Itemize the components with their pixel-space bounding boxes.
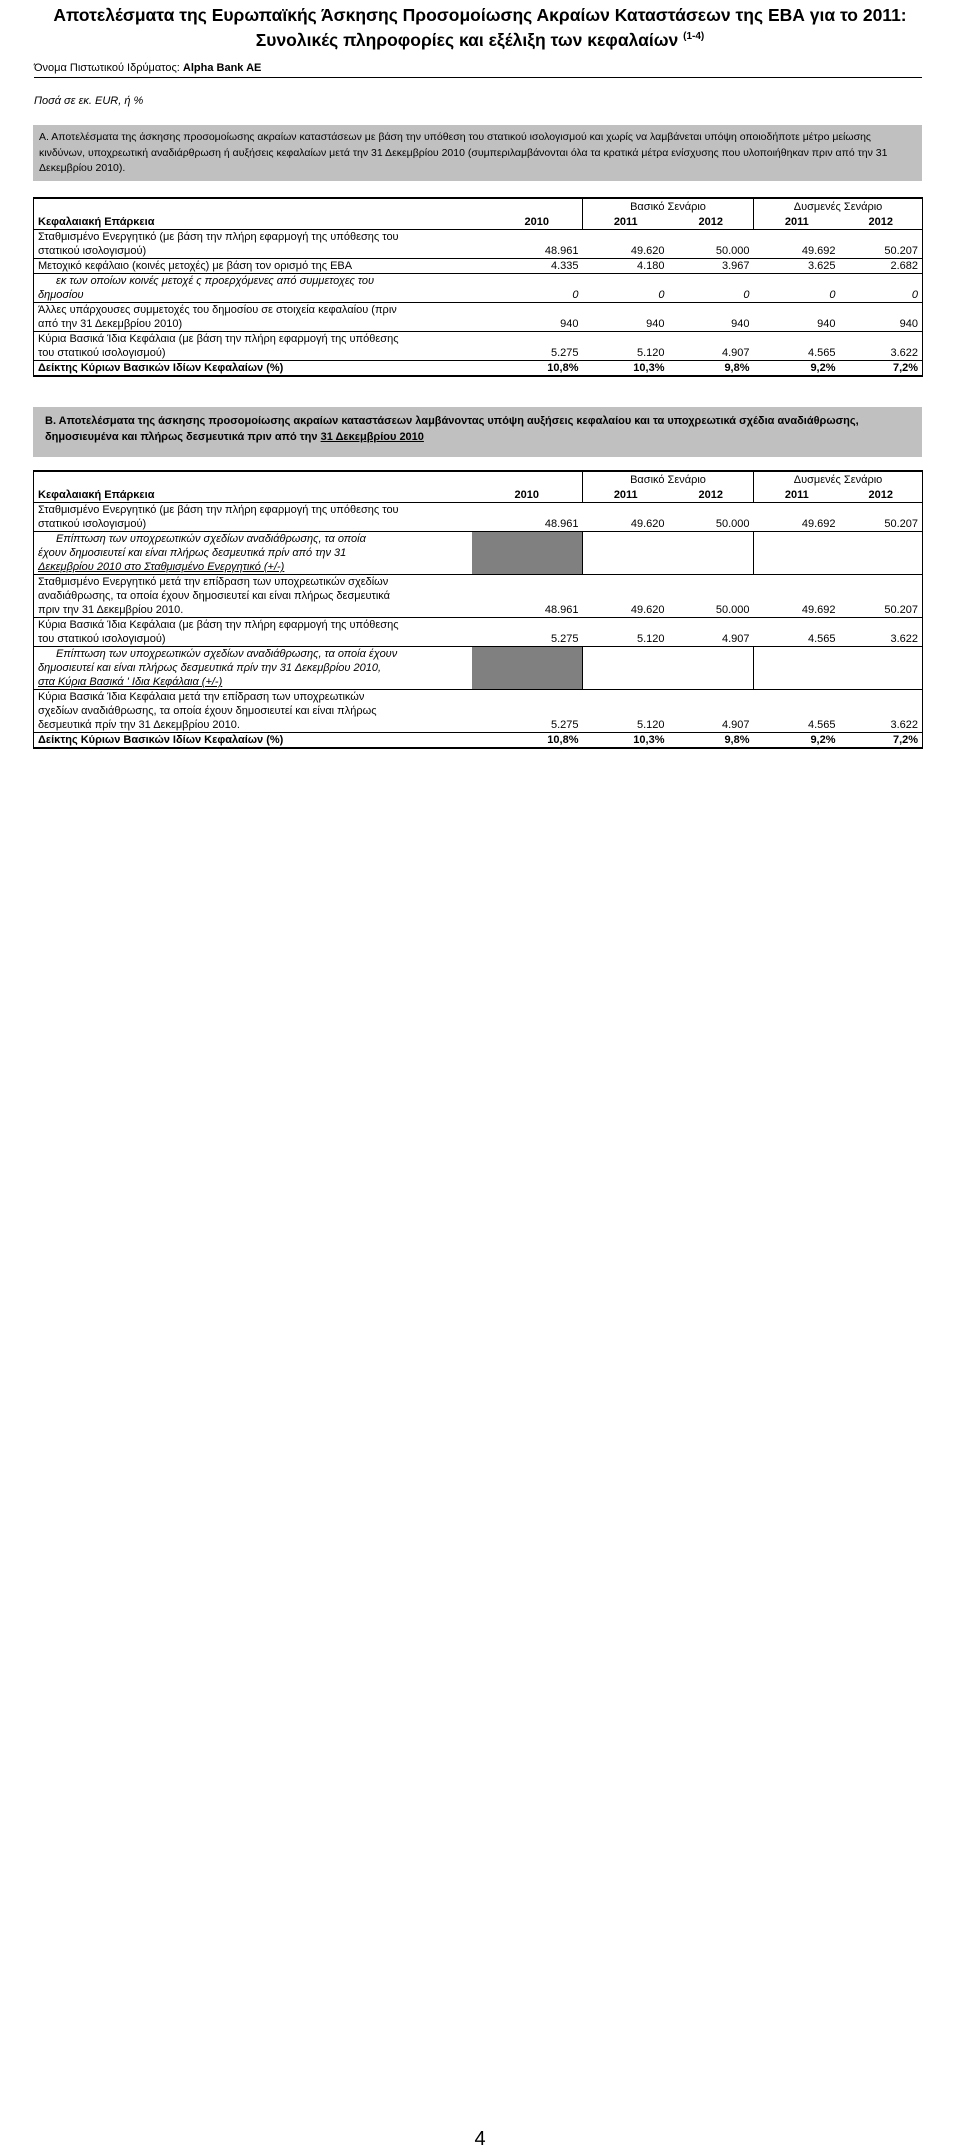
baseline-header: Βασικό Σενάριο bbox=[583, 471, 754, 487]
row-label: Άλλες υπάρχουσες συμμετοχές του δημοσίου σε στοιχεία κεφαλαίου (πριν bbox=[34, 303, 923, 318]
bank-name: Alpha Bank AE bbox=[182, 62, 262, 74]
cell-value: 0 bbox=[658, 289, 665, 301]
cell-value: 4.907 bbox=[721, 719, 750, 731]
cell-value: 48.961 bbox=[544, 604, 579, 616]
section-a-table bbox=[33, 197, 923, 377]
cell-value: 3.622 bbox=[840, 346, 923, 361]
table-row bbox=[34, 704, 923, 718]
row-label: αναδιάθρωσης, τα οποία έχουν δημοσιευτεί και είναι πλήρως δεσμευτικά bbox=[34, 589, 923, 603]
empty-cell bbox=[754, 647, 840, 690]
year-header: 2011 bbox=[583, 487, 669, 503]
table-row bbox=[34, 244, 923, 259]
cell-value: 5.275 bbox=[550, 347, 579, 359]
table-row bbox=[34, 690, 923, 705]
table-b-scenario-row bbox=[34, 471, 923, 487]
col-label: Κεφαλαιακή Επάρκεια bbox=[34, 487, 472, 503]
title-line-2 bbox=[0, 24, 960, 53]
year-header: 2012 bbox=[669, 487, 754, 503]
header-divider bbox=[34, 77, 922, 78]
table-total-row bbox=[34, 733, 923, 749]
table-row bbox=[34, 332, 923, 347]
total-value: 10,8% bbox=[472, 733, 583, 749]
cell-value: 4.335 bbox=[492, 259, 583, 274]
total-value: 10,3% bbox=[583, 361, 669, 377]
row-label: έχουν δημοσιευτεί και είναι πλήρως δεσμευτικά πρίν από την 31 bbox=[34, 546, 472, 560]
cell-value: 0 bbox=[840, 288, 923, 303]
cell-value: 49.620 bbox=[630, 604, 665, 616]
total-value: 9,8% bbox=[669, 361, 754, 377]
bank-label: Όνομα Πιστωτικού Ιδρύματος: bbox=[34, 62, 183, 74]
cell-value: 49.692 bbox=[801, 518, 836, 530]
total-value: 7,2% bbox=[840, 733, 923, 749]
adverse-header: Δυσμενές Σενάριο bbox=[754, 471, 923, 487]
cell-value: 0 bbox=[829, 289, 836, 301]
row-label: του στατικού ισολογισμού) bbox=[34, 632, 472, 647]
row-label: στατικού ισολογισμού) bbox=[34, 517, 472, 532]
cell-value: 940 bbox=[646, 318, 665, 330]
year-header: 2011 bbox=[754, 487, 840, 503]
row-label: εκ των οποίων κοινές μετοχέ ς προερχόμενες από συμμετοχες του bbox=[34, 274, 923, 289]
cell-value: 49.620 bbox=[630, 518, 665, 530]
row-label: δημοσίου bbox=[34, 288, 492, 303]
cell-value: 50.207 bbox=[840, 244, 923, 259]
total-value: 9,8% bbox=[669, 733, 754, 749]
row-label: στα Κύρια Βασικά ' Ιδια Κεφάλαια (+/-) bbox=[34, 675, 472, 690]
cell-value: 4.180 bbox=[583, 259, 669, 274]
total-value: 7,2% bbox=[840, 361, 923, 377]
bank-line bbox=[34, 62, 261, 74]
total-label: Δείκτης Κύριων Βασικών Ιδίων Κεφαλαίων (%) bbox=[34, 361, 492, 377]
cell-value: 5.275 bbox=[550, 719, 579, 731]
cell-value: 3.967 bbox=[669, 259, 754, 274]
cell-value: 48.961 bbox=[544, 245, 579, 257]
row-label: Κύρια Βασικά Ίδια Κεφάλαια (με βάση την πλήρη εφαρμογή της υπόθεσης bbox=[34, 332, 923, 347]
row-label: δημοσιευτεί και είναι πλήρως δεσμευτικά πρίν την 31 Δεκεμβρίου 2010, bbox=[34, 661, 472, 675]
cell-value: 5.120 bbox=[636, 633, 665, 645]
row-label: του στατικού ισολογισμού) bbox=[34, 346, 492, 361]
table-row bbox=[34, 575, 923, 590]
table-a-year-row bbox=[34, 214, 923, 230]
cell-value: 50.000 bbox=[715, 518, 750, 530]
total-value: 10,3% bbox=[583, 733, 669, 749]
table-row bbox=[34, 647, 923, 662]
year-header: 2010 bbox=[472, 487, 583, 503]
cell-value: 50.000 bbox=[715, 604, 750, 616]
table-row bbox=[34, 288, 923, 303]
cell-value: 5.120 bbox=[636, 719, 665, 731]
cell-value: 50.207 bbox=[840, 603, 923, 618]
section-b-text: Β. Αποτελέσματα της άσκησης προσομοίωσης ακραίων καταστάσεων λαμβάνοντας υπόψη αυξήσεις κεφαλαίου και τα υποχρεωτικά σχέδια αναδιάθρωσης, δημοσιευμένα και πλήρως δεσμευτικά πριν από την bbox=[45, 415, 859, 443]
row-label: Μετοχικό κεφάλαιο (κοινές μετοχές) με βάση τον ορισμό της ΕΒΑ bbox=[34, 259, 492, 274]
empty-cell bbox=[669, 532, 754, 575]
row-label: Δεκεμβρίου 2010 στο Σταθμισμένο Ενεργητικό (+/-) bbox=[34, 560, 472, 575]
table-row bbox=[34, 303, 923, 318]
cell-value: 3.622 bbox=[840, 632, 923, 647]
table-row bbox=[34, 259, 923, 274]
table-row bbox=[34, 618, 923, 633]
empty-cell bbox=[669, 647, 754, 690]
table-row bbox=[34, 230, 923, 245]
table-a-scenario-row bbox=[34, 198, 923, 214]
table-row bbox=[34, 603, 923, 618]
year-header: 2011 bbox=[754, 214, 840, 230]
cell-value: 940 bbox=[560, 318, 579, 330]
adverse-header: Δυσμενές Σενάριο bbox=[754, 198, 923, 214]
section-b-table bbox=[33, 470, 923, 749]
empty-cell bbox=[840, 647, 923, 690]
baseline-header: Βασικό Σενάριο bbox=[583, 198, 754, 214]
table-total-row bbox=[34, 361, 923, 377]
table-row bbox=[34, 317, 923, 332]
year-header: 2012 bbox=[840, 214, 923, 230]
year-header: 2012 bbox=[669, 214, 754, 230]
total-label: Δείκτης Κύριων Βασικών Ιδίων Κεφαλαίων (%) bbox=[34, 733, 472, 749]
cell-value: 5.275 bbox=[550, 633, 579, 645]
table-row bbox=[34, 532, 923, 547]
empty-cell bbox=[840, 532, 923, 575]
cell-value: 4.565 bbox=[807, 719, 836, 731]
cell-value: 4.565 bbox=[807, 347, 836, 359]
row-label: Σταθμισμένο Ενεργητικό (με βάση την πλήρη εφαρμογή της υπόθεσης του bbox=[34, 230, 923, 245]
cell-value: 4.907 bbox=[721, 633, 750, 645]
units-note: Ποσά σε εκ. EUR, ή % bbox=[34, 95, 144, 107]
empty-cell bbox=[754, 532, 840, 575]
row-label: στατικού ισολογισμού) bbox=[34, 244, 492, 259]
table-row bbox=[34, 517, 923, 532]
cell-value: 940 bbox=[840, 317, 923, 332]
cell-value: 49.692 bbox=[801, 604, 836, 616]
cell-value: 3.625 bbox=[754, 259, 840, 274]
cell-value: 49.620 bbox=[630, 245, 665, 257]
row-label: Κύρια Βασικά Ίδια Κεφάλαια (με βάση την πλήρη εφαρμογή της υπόθεσης bbox=[34, 618, 923, 633]
col-label: Κεφαλαιακή Επάρκεια bbox=[34, 214, 492, 230]
cell-value: 5.120 bbox=[636, 347, 665, 359]
total-value: 9,2% bbox=[754, 733, 840, 749]
total-value: 9,2% bbox=[754, 361, 840, 377]
row-label: Επίπτωση των υποχρεωτικών σχεδίων αναδιάθρωσης, τα οποία bbox=[34, 532, 472, 547]
cell-value: 2.682 bbox=[840, 259, 923, 274]
table-row bbox=[34, 718, 923, 733]
table-b-year-row bbox=[34, 487, 923, 503]
cell-value: 940 bbox=[817, 318, 836, 330]
section-a-heading: Α. Αποτελέσματα της άσκησης προσομοίωσης ακραίων καταστάσεων με βάση την υπόθεση του στατικού ισολογισμού και χωρίς να λαμβάνεται υπόψη οποιοδήποτε μέτρο μείωσης κινδύνων, υποχρεωτική αναδιάρθρωση ή αυξήσεις κεφαλαίων μετά την 31 Δεκεμβρίου 2010 (συμπεριλαμβάνονται όλα τα κρατικά μέτρα ενίσχυσης που υλοποιήθηκαν πριν από την 31 Δεκεμβρίου 2010). bbox=[33, 125, 922, 181]
grey-cell bbox=[472, 647, 583, 690]
row-label: δεσμευτικά πρίν την 31 Δεκεμβρίου 2010. bbox=[34, 718, 472, 733]
grey-cell bbox=[472, 532, 583, 575]
cell-value: 50.207 bbox=[840, 517, 923, 532]
cell-value: 0 bbox=[572, 289, 579, 301]
total-value: 10,8% bbox=[492, 361, 583, 377]
year-header: 2011 bbox=[583, 214, 669, 230]
row-label: Σταθμισμένο Ενεργητικό μετά την επίδραση των υποχρεωτικών σχεδίων bbox=[34, 575, 923, 590]
row-label: πριν την 31 Δεκεμβρίου 2010. bbox=[34, 603, 472, 618]
section-b-heading bbox=[33, 407, 922, 457]
title-note: (1-4) bbox=[683, 31, 705, 42]
cell-value: 0 bbox=[743, 289, 750, 301]
cell-value: 4.565 bbox=[807, 633, 836, 645]
row-label: Κύρια Βασικά Ίδια Κεφάλαια μετά την επίδραση των υποχρεωτικών bbox=[34, 690, 923, 705]
table-row bbox=[34, 589, 923, 603]
cell-value: 3.622 bbox=[840, 718, 923, 733]
empty-cell bbox=[583, 647, 669, 690]
title-line-1: Αποτελέσματα της Ευρωπαϊκής Άσκησης Προσομοίωσης Ακραίων Καταστάσεων της ΕΒΑ για το 2011: bbox=[53, 5, 907, 25]
row-label: από την 31 Δεκεμβρίου 2010) bbox=[34, 317, 492, 332]
row-label: Σταθμισμένο Ενεργητικό (με βάση την πλήρη εφαρμογή της υπόθεσης του bbox=[34, 503, 923, 518]
table-row bbox=[34, 632, 923, 647]
cell-value: 48.961 bbox=[544, 518, 579, 530]
empty-cell bbox=[583, 532, 669, 575]
table-row bbox=[34, 346, 923, 361]
row-label: σχεδίων αναδιάθρωσης, τα οποία έχουν δημοσιευτεί και είναι πλήρως bbox=[34, 704, 923, 718]
cell-value: 4.907 bbox=[721, 347, 750, 359]
row-label: Επίπτωση των υποχρεωτικών σχεδίων αναδιάθρωσης, τα οποία έχουν bbox=[34, 647, 472, 662]
year-header: 2012 bbox=[840, 487, 923, 503]
page-number: 4 bbox=[474, 2128, 486, 2150]
year-header: 2010 bbox=[492, 214, 583, 230]
cell-value: 49.692 bbox=[801, 245, 836, 257]
cell-value: 940 bbox=[731, 318, 750, 330]
section-b-date: 31 Δεκεμβρίου 2010 bbox=[320, 431, 424, 443]
title-line-2-text: Συνολικές πληροφορίες και εξέλιξη των κεφαλαίων bbox=[255, 30, 679, 50]
table-row bbox=[34, 274, 923, 289]
cell-value: 50.000 bbox=[715, 245, 750, 257]
table-row bbox=[34, 503, 923, 518]
